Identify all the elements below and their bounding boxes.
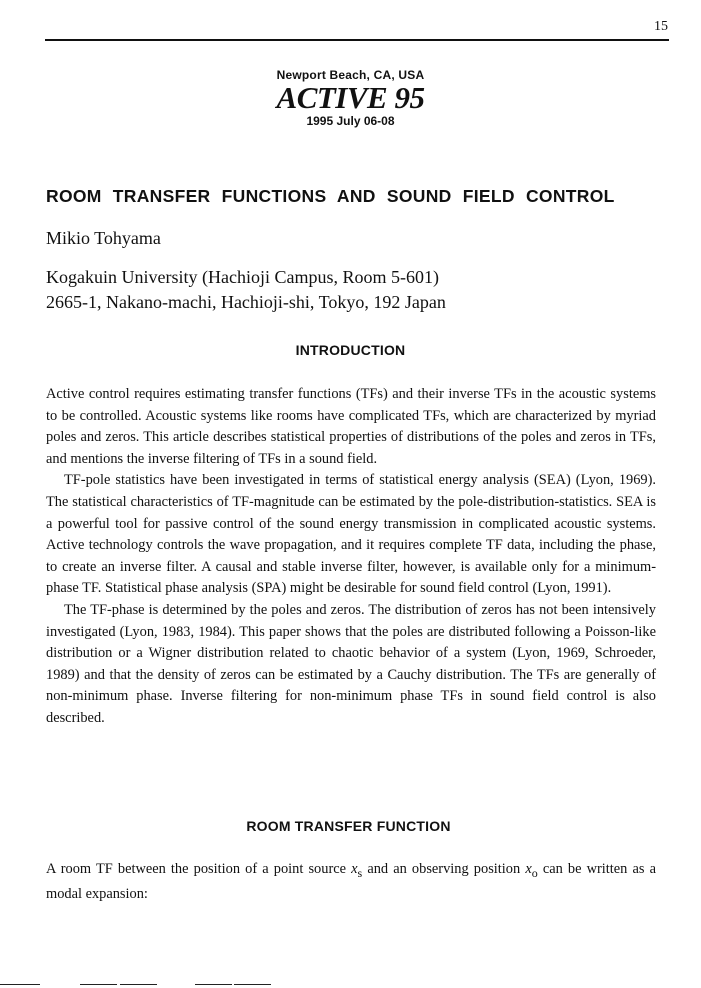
header-rule bbox=[45, 39, 669, 41]
conference-location: Newport Beach, CA, USA bbox=[276, 68, 425, 82]
affiliation-line-1: Kogakuin University (Hachioji Campus, Room 5-601) bbox=[46, 267, 439, 287]
intro-paragraph-3: The TF-phase is determined by the poles and zeros. The distribution of zeros has not been intensively investigated (Lyon, 1983, 1984). This paper shows that the poles are distributed following a Poisson-like distribution or a Wigner distribution related to chaotic behavior of a system (Lyon, 1969, Schroeder, 1989) and that the density of zeros can be estimated by a Cauchy distribution. The TFs are generally of non-minimum phase. Inverse filtering for non-minimum phase TFs in sound field control is also described. bbox=[46, 601, 656, 726]
affiliation-line-2: 2665-1, Nakano-machi, Hachioji-shi, Tokyo, 192 Japan bbox=[46, 292, 446, 312]
introduction-body bbox=[46, 384, 656, 730]
paper-title: ROOM TRANSFER FUNCTIONS AND SOUND FIELD CONTROL bbox=[46, 186, 615, 206]
introduction-heading: INTRODUCTION bbox=[295, 342, 406, 358]
intro-paragraph-1: Active control requires estimating transfer functions (TFs) and their inverse TFs in the acoustic systems to be controlled. Acoustic systems like rooms have complicated TFs, which are characterized by myriad poles and zeros. This article describes statistical properties of distributions of the poles and zeros in TFs, and mentions the inverse filtering of TFs in a sound field. bbox=[46, 386, 656, 467]
footer-rule-segment bbox=[120, 984, 157, 985]
rtf-text-middle: and an observing position bbox=[362, 861, 526, 877]
conference-name: ACTIVE 95 bbox=[276, 80, 425, 115]
room-transfer-function-heading: ROOM TRANSFER FUNCTION bbox=[246, 818, 451, 834]
observer-position-subscript: o bbox=[531, 865, 538, 880]
author-name: Mikio Tohyama bbox=[46, 228, 161, 248]
rtf-paragraph-1 bbox=[46, 859, 656, 906]
conference-header bbox=[0, 68, 701, 128]
footer-rule-segment bbox=[0, 984, 40, 985]
room-transfer-function-body bbox=[46, 859, 656, 906]
source-position-variable: x bbox=[351, 861, 358, 877]
page-number: 15 bbox=[654, 19, 668, 34]
rtf-text-end: can be written as a modal expansion: bbox=[46, 861, 656, 903]
conference-dates: 1995 July 06-08 bbox=[306, 114, 395, 128]
intro-paragraph-2: TF-pole statistics have been investigated in terms of statistical energy analysis (SEA) (Lyon, 1969). The statistical characteristics of TF-magnitude can be estimated by the pole-distribution-statistics. SEA is a powerful tool for passive control of the sound energy transmission in complicated acoustic systems. Active technology controls the wave propagation, and it requires complete TF data, including the phase, to create an inverse filter. A causal and stable inverse filter, however, is available only for a minimum-phase TF. Statistical phase analysis (SPA) might be desirable for sound field control (Lyon, 1991). bbox=[46, 472, 656, 597]
footer-rule-segment bbox=[195, 984, 232, 985]
observer-position-variable: x bbox=[525, 861, 532, 877]
rtf-text-start: A room TF between the position of a point source bbox=[46, 861, 352, 877]
footer-rule-segment bbox=[80, 984, 117, 985]
footer-rule-segment bbox=[234, 984, 271, 985]
source-position-subscript: s bbox=[357, 865, 363, 880]
